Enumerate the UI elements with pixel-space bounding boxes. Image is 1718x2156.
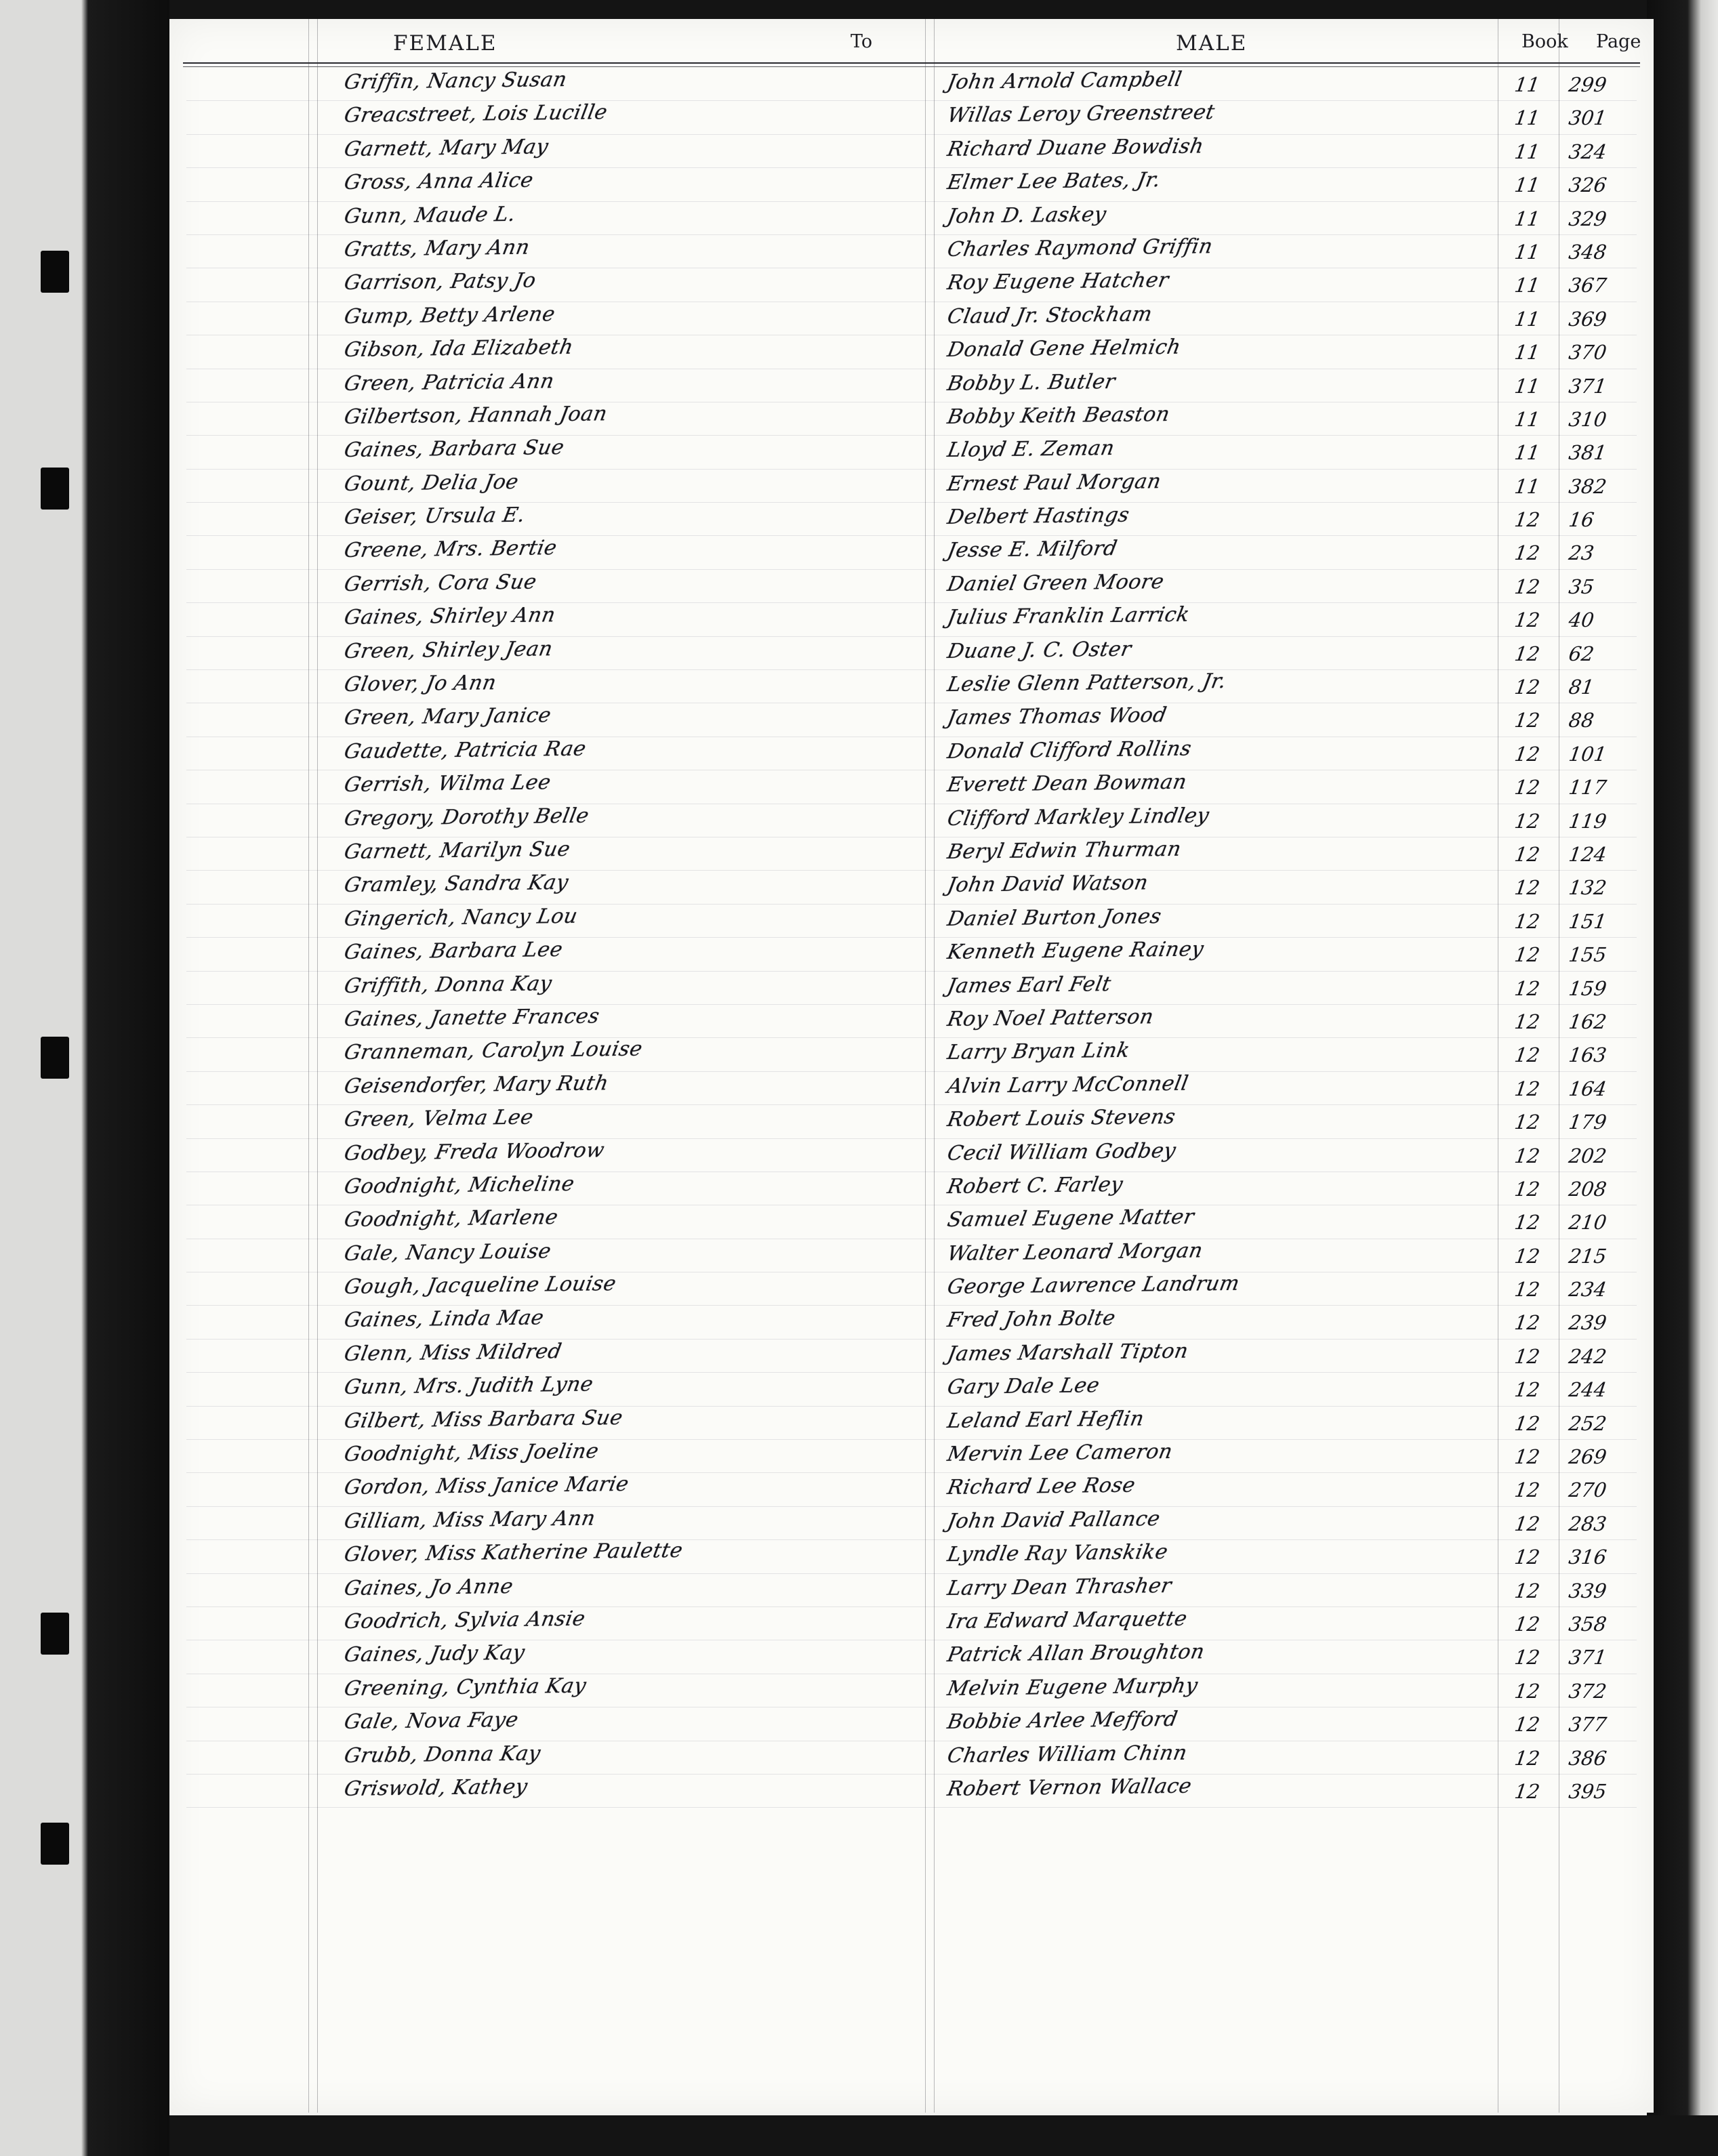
female-name: Gaines, Judy Kay bbox=[342, 1641, 527, 1667]
female-name: Gibson, Ida Elizabeth bbox=[342, 335, 575, 362]
table-row bbox=[169, 268, 1654, 302]
film-right-margin bbox=[1647, 0, 1718, 2156]
female-name: Gale, Nova Faye bbox=[342, 1708, 520, 1735]
male-name: Beryl Edwin Thurman bbox=[945, 837, 1183, 864]
header-page: Page bbox=[1596, 31, 1641, 52]
table-row bbox=[169, 302, 1654, 335]
female-name: Glover, Miss Katherine Paulette bbox=[342, 1539, 685, 1567]
male-name: Lloyd E. Zeman bbox=[945, 436, 1117, 463]
female-name: Griffith, Donna Kay bbox=[342, 971, 554, 998]
table-row bbox=[169, 570, 1654, 603]
female-name: Geiser, Ursula E. bbox=[342, 503, 527, 530]
male-name: Donald Clifford Rollins bbox=[945, 737, 1194, 764]
book-number: 12 bbox=[1513, 776, 1542, 800]
male-name: Alvin Larry McConnell bbox=[945, 1071, 1191, 1098]
header-divider bbox=[183, 62, 1640, 64]
male-name: Duane J. C. Oster bbox=[945, 637, 1134, 663]
page-number: 358 bbox=[1567, 1612, 1608, 1636]
table-row bbox=[169, 1038, 1654, 1071]
table-row bbox=[169, 1172, 1654, 1205]
female-name: Glover, Jo Ann bbox=[342, 671, 499, 697]
table-row bbox=[169, 1674, 1654, 1707]
female-name: Gross, Anna Alice bbox=[342, 168, 535, 195]
male-name: Claud Jr. Stockham bbox=[945, 302, 1155, 329]
book-number: 12 bbox=[1513, 1378, 1542, 1402]
row-ruling bbox=[186, 1807, 1637, 1808]
table-row bbox=[169, 1775, 1654, 1808]
table-row bbox=[169, 1105, 1654, 1138]
book-number: 11 bbox=[1513, 140, 1542, 163]
male-name: Bobby Keith Beaston bbox=[945, 402, 1172, 429]
male-name: Delbert Hastings bbox=[945, 503, 1132, 530]
table-row bbox=[169, 402, 1654, 436]
page-number: 372 bbox=[1567, 1679, 1608, 1703]
table-row bbox=[169, 1574, 1654, 1607]
male-name: Willas Leroy Greenstreet bbox=[945, 100, 1217, 128]
male-name: Robert Louis Stevens bbox=[945, 1105, 1178, 1132]
book-number: 12 bbox=[1513, 909, 1542, 933]
ledger-page bbox=[169, 19, 1654, 2113]
male-name: Patrick Allan Broughton bbox=[945, 1640, 1207, 1667]
table-row bbox=[169, 1640, 1654, 1674]
page-number: 326 bbox=[1567, 173, 1608, 197]
table-row bbox=[169, 536, 1654, 569]
page-number: 215 bbox=[1567, 1244, 1608, 1268]
page-number: 370 bbox=[1567, 341, 1608, 365]
table-row bbox=[169, 670, 1654, 703]
male-name: Roy Eugene Hatcher bbox=[945, 268, 1171, 295]
female-name: Goodrich, Sylvia Ansie bbox=[342, 1606, 588, 1634]
film-top-margin bbox=[169, 0, 1718, 20]
female-name: Goodnight, Marlene bbox=[342, 1205, 560, 1232]
page-number: 163 bbox=[1567, 1043, 1608, 1067]
book-number: 12 bbox=[1513, 1646, 1542, 1670]
page-number: 371 bbox=[1567, 374, 1608, 398]
book-number: 12 bbox=[1513, 809, 1542, 833]
female-name: Gount, Delia Joe bbox=[342, 470, 521, 496]
book-number: 12 bbox=[1513, 1211, 1542, 1235]
female-name: Garrison, Patsy Jo bbox=[342, 268, 538, 295]
table-row bbox=[169, 770, 1654, 804]
male-name: Julius Franklin Larrick bbox=[945, 602, 1192, 630]
table-row bbox=[169, 202, 1654, 235]
male-name: Clifford Markley Lindley bbox=[945, 803, 1212, 831]
table-row bbox=[169, 938, 1654, 971]
book-number: 11 bbox=[1513, 274, 1542, 297]
book-number: 12 bbox=[1513, 876, 1542, 900]
male-name: James Earl Felt bbox=[945, 972, 1113, 998]
header-book: Book bbox=[1521, 31, 1568, 52]
female-name: Glenn, Miss Mildred bbox=[342, 1339, 564, 1366]
female-name: Gilbert, Miss Barbara Sue bbox=[342, 1405, 625, 1433]
book-number: 12 bbox=[1513, 1411, 1542, 1435]
table-row bbox=[169, 1473, 1654, 1506]
book-number: 11 bbox=[1513, 374, 1542, 398]
female-name: Gaines, Shirley Ann bbox=[342, 603, 558, 630]
page-number: 283 bbox=[1567, 1512, 1608, 1535]
female-name: Gump, Betty Arlene bbox=[342, 302, 557, 329]
male-name: Bobbie Arlee Mefford bbox=[945, 1707, 1180, 1735]
film-bottom-margin bbox=[169, 2115, 1718, 2156]
female-name: Gingerich, Nancy Lou bbox=[342, 904, 580, 931]
female-name: Greene, Mrs. Bertie bbox=[342, 536, 559, 563]
female-name: Gaines, Jo Anne bbox=[342, 1574, 516, 1600]
film-sprocket-mark bbox=[41, 1823, 69, 1865]
book-number: 12 bbox=[1513, 1546, 1542, 1569]
male-name: Daniel Burton Jones bbox=[945, 904, 1164, 931]
film-sprocket-mark bbox=[41, 1037, 69, 1079]
table-row bbox=[169, 905, 1654, 938]
page-number: 132 bbox=[1567, 876, 1608, 900]
female-name: Gaines, Linda Mae bbox=[342, 1306, 546, 1333]
table-row bbox=[169, 1205, 1654, 1239]
page-number: 329 bbox=[1567, 207, 1608, 230]
table-row bbox=[169, 871, 1654, 904]
female-name: Green, Velma Lee bbox=[342, 1105, 535, 1132]
book-number: 12 bbox=[1513, 1010, 1542, 1033]
book-number: 12 bbox=[1513, 1779, 1542, 1803]
table-row bbox=[169, 1440, 1654, 1473]
page-number: 88 bbox=[1567, 709, 1596, 732]
table-row bbox=[169, 1340, 1654, 1373]
page-number: 239 bbox=[1567, 1311, 1608, 1335]
male-name: Cecil William Godbey bbox=[945, 1138, 1179, 1165]
page-number: 377 bbox=[1567, 1713, 1608, 1737]
page-number: 381 bbox=[1567, 441, 1608, 465]
page-number: 210 bbox=[1567, 1211, 1608, 1235]
female-name: Griswold, Kathey bbox=[342, 1775, 530, 1801]
page-number: 162 bbox=[1567, 1010, 1608, 1033]
page-number: 101 bbox=[1567, 742, 1608, 766]
book-number: 12 bbox=[1513, 1579, 1542, 1602]
page-number: 310 bbox=[1567, 407, 1608, 431]
female-name: Gaines, Barbara Sue bbox=[342, 436, 567, 463]
film-sprocket-mark bbox=[41, 1613, 69, 1655]
female-name: Gilbertson, Hannah Joan bbox=[342, 402, 609, 429]
female-name: Gregory, Dorothy Belle bbox=[342, 804, 592, 831]
book-number: 11 bbox=[1513, 474, 1542, 498]
table-row bbox=[169, 837, 1654, 871]
male-name: John David Watson bbox=[945, 871, 1150, 898]
female-name: Gerrish, Wilma Lee bbox=[342, 770, 553, 797]
male-name: Jesse E. Milford bbox=[945, 537, 1120, 563]
page-number: 40 bbox=[1567, 608, 1596, 632]
book-number: 12 bbox=[1513, 676, 1542, 699]
book-number: 11 bbox=[1513, 207, 1542, 230]
page-number: 386 bbox=[1567, 1746, 1608, 1770]
book-number: 12 bbox=[1513, 1746, 1542, 1770]
page-number: 159 bbox=[1567, 976, 1608, 1000]
female-name: Goodnight, Micheline bbox=[342, 1172, 577, 1199]
female-name: Green, Patricia Ann bbox=[342, 369, 556, 396]
book-number: 12 bbox=[1513, 709, 1542, 732]
book-number: 12 bbox=[1513, 1612, 1542, 1636]
page-number: 208 bbox=[1567, 1177, 1608, 1201]
page-number: 119 bbox=[1567, 809, 1608, 833]
male-name: Larry Dean Thrasher bbox=[945, 1573, 1174, 1600]
table-row bbox=[169, 168, 1654, 201]
female-name: Greacstreet, Lois Lucille bbox=[342, 100, 610, 128]
male-name: Elmer Lee Bates, Jr. bbox=[945, 168, 1163, 195]
table-row bbox=[169, 1005, 1654, 1038]
book-number: 12 bbox=[1513, 575, 1542, 598]
page-number: 62 bbox=[1567, 642, 1596, 665]
female-name: Geisendorfer, Mary Ruth bbox=[342, 1071, 611, 1098]
male-name: Walter Leonard Morgan bbox=[945, 1239, 1205, 1266]
female-name: Gunn, Mrs. Judith Lyne bbox=[342, 1372, 596, 1400]
header-female: FEMALE bbox=[393, 31, 497, 56]
page-number: 269 bbox=[1567, 1445, 1608, 1469]
book-number: 12 bbox=[1513, 976, 1542, 1000]
book-number: 12 bbox=[1513, 1111, 1542, 1134]
table-row bbox=[169, 1507, 1654, 1540]
table-row bbox=[169, 603, 1654, 636]
table-row bbox=[169, 1139, 1654, 1172]
male-name: Roy Noel Patterson bbox=[945, 1005, 1156, 1031]
book-number: 11 bbox=[1513, 173, 1542, 197]
female-name: Gough, Jacqueline Louise bbox=[342, 1272, 619, 1300]
male-name: Fred John Bolte bbox=[945, 1306, 1118, 1333]
table-row bbox=[169, 335, 1654, 369]
table-row bbox=[169, 135, 1654, 168]
book-number: 12 bbox=[1513, 1344, 1542, 1368]
film-left-margin bbox=[0, 0, 169, 2156]
female-name: Gerrish, Cora Sue bbox=[342, 570, 539, 596]
male-name: Donald Gene Helmich bbox=[945, 335, 1183, 362]
page-number: 301 bbox=[1567, 106, 1608, 130]
table-row bbox=[169, 1707, 1654, 1741]
male-name: Kenneth Eugene Rainey bbox=[945, 937, 1206, 965]
female-name: Gunn, Maude L. bbox=[342, 202, 518, 228]
table-row bbox=[169, 1607, 1654, 1640]
page-number: 242 bbox=[1567, 1344, 1608, 1368]
female-name: Gaudette, Patricia Rae bbox=[342, 737, 588, 764]
page-number: 316 bbox=[1567, 1546, 1608, 1569]
page-number: 382 bbox=[1567, 474, 1608, 498]
page-number: 164 bbox=[1567, 1077, 1608, 1100]
book-number: 12 bbox=[1513, 1445, 1542, 1469]
female-name: Gale, Nancy Louise bbox=[342, 1239, 554, 1266]
page-number: 179 bbox=[1567, 1111, 1608, 1134]
book-number: 12 bbox=[1513, 541, 1542, 565]
male-name: Melvin Eugene Murphy bbox=[945, 1674, 1200, 1701]
male-name: Leland Earl Heflin bbox=[945, 1407, 1147, 1433]
page-number: 117 bbox=[1567, 776, 1608, 800]
table-body bbox=[169, 68, 1654, 1808]
page-number: 324 bbox=[1567, 140, 1608, 163]
film-sprocket-mark bbox=[41, 468, 69, 510]
table-row bbox=[169, 1272, 1654, 1306]
table-row bbox=[169, 1239, 1654, 1272]
page-number: 244 bbox=[1567, 1378, 1608, 1402]
female-name: Garnett, Mary May bbox=[342, 135, 551, 161]
male-name: Robert C. Farley bbox=[945, 1172, 1125, 1199]
book-number: 12 bbox=[1513, 608, 1542, 632]
page-number: 202 bbox=[1567, 1144, 1608, 1167]
page-number: 348 bbox=[1567, 240, 1608, 264]
male-name: John David Pallance bbox=[945, 1506, 1162, 1533]
male-name: Samuel Eugene Matter bbox=[945, 1205, 1196, 1232]
male-name: Everett Dean Bowman bbox=[945, 770, 1189, 797]
page-number: 124 bbox=[1567, 842, 1608, 866]
female-name: Green, Shirley Jean bbox=[342, 636, 555, 663]
male-name: Richard Lee Rose bbox=[945, 1474, 1138, 1500]
table-row bbox=[169, 1407, 1654, 1440]
table-row bbox=[169, 503, 1654, 536]
female-name: Gordon, Miss Janice Marie bbox=[342, 1472, 631, 1500]
book-number: 11 bbox=[1513, 106, 1542, 130]
table-row bbox=[169, 436, 1654, 469]
female-name: Grubb, Donna Kay bbox=[342, 1741, 543, 1768]
male-name: James Marshall Tipton bbox=[945, 1339, 1191, 1366]
female-name: Griffin, Nancy Susan bbox=[342, 68, 569, 94]
male-name: Lyndle Ray Vanskike bbox=[945, 1540, 1170, 1567]
book-number: 12 bbox=[1513, 1244, 1542, 1268]
table-row bbox=[169, 1540, 1654, 1573]
book-number: 12 bbox=[1513, 1713, 1542, 1737]
male-name: George Lawrence Landrum bbox=[945, 1271, 1242, 1300]
female-name: Gilliam, Miss Mary Ann bbox=[342, 1506, 598, 1533]
male-name: Bobby L. Butler bbox=[945, 369, 1118, 396]
table-row bbox=[169, 1072, 1654, 1105]
table-row bbox=[169, 637, 1654, 670]
book-number: 12 bbox=[1513, 1144, 1542, 1167]
male-name: Larry Bryan Link bbox=[945, 1039, 1132, 1065]
book-number: 11 bbox=[1513, 240, 1542, 264]
page-number: 155 bbox=[1567, 943, 1608, 967]
page-number: 369 bbox=[1567, 307, 1608, 331]
male-name: Gary Dale Lee bbox=[945, 1373, 1102, 1400]
book-number: 12 bbox=[1513, 742, 1542, 766]
table-row bbox=[169, 101, 1654, 134]
page-number: 23 bbox=[1567, 541, 1596, 565]
table-row bbox=[169, 235, 1654, 268]
header-to: To bbox=[851, 31, 873, 52]
page-number: 371 bbox=[1567, 1646, 1608, 1670]
header-divider2 bbox=[183, 66, 1640, 67]
book-number: 12 bbox=[1513, 1679, 1542, 1703]
book-number: 11 bbox=[1513, 341, 1542, 365]
book-number: 12 bbox=[1513, 842, 1542, 866]
male-name: Robert Vernon Wallace bbox=[945, 1774, 1194, 1801]
table-row bbox=[169, 804, 1654, 837]
male-name: Mervin Lee Cameron bbox=[945, 1439, 1175, 1467]
page-number: 252 bbox=[1567, 1411, 1608, 1435]
female-name: Godbey, Freda Woodrow bbox=[342, 1138, 607, 1165]
table-row bbox=[169, 1306, 1654, 1339]
table-header bbox=[169, 24, 1654, 60]
page-number: 339 bbox=[1567, 1579, 1608, 1602]
table-row bbox=[169, 1741, 1654, 1775]
page-number: 151 bbox=[1567, 909, 1608, 933]
book-number: 12 bbox=[1513, 1177, 1542, 1201]
table-row bbox=[169, 1373, 1654, 1406]
page-number: 395 bbox=[1567, 1779, 1608, 1803]
male-name: Ira Edward Marquette bbox=[945, 1606, 1189, 1634]
male-name: James Thomas Wood bbox=[945, 703, 1169, 730]
male-name: Charles Raymond Griffin bbox=[945, 234, 1215, 262]
film-sprocket-mark bbox=[41, 251, 69, 293]
book-number: 12 bbox=[1513, 1478, 1542, 1502]
male-name: Charles William Chinn bbox=[945, 1741, 1189, 1768]
book-number: 11 bbox=[1513, 307, 1542, 331]
male-name: Ernest Paul Morgan bbox=[945, 469, 1164, 496]
book-number: 12 bbox=[1513, 943, 1542, 967]
table-row bbox=[169, 470, 1654, 503]
header-male: MALE bbox=[1176, 31, 1248, 56]
page-number: 16 bbox=[1567, 508, 1596, 532]
female-name: Gramley, Sandra Kay bbox=[342, 871, 571, 898]
page-number: 234 bbox=[1567, 1278, 1608, 1302]
book-number: 11 bbox=[1513, 73, 1542, 96]
male-name: Leslie Glenn Patterson, Jr. bbox=[945, 669, 1229, 697]
page-number: 367 bbox=[1567, 274, 1608, 297]
page-number: 81 bbox=[1567, 676, 1596, 699]
book-number: 12 bbox=[1513, 1311, 1542, 1335]
table-row bbox=[169, 972, 1654, 1005]
book-number: 12 bbox=[1513, 1043, 1542, 1067]
female-name: Greening, Cynthia Kay bbox=[342, 1674, 588, 1701]
book-number: 12 bbox=[1513, 1512, 1542, 1535]
book-number: 11 bbox=[1513, 441, 1542, 465]
book-number: 12 bbox=[1513, 642, 1542, 665]
table-row bbox=[169, 737, 1654, 770]
table-row bbox=[169, 703, 1654, 737]
book-number: 12 bbox=[1513, 1278, 1542, 1302]
book-number: 12 bbox=[1513, 1077, 1542, 1100]
female-name: Green, Mary Janice bbox=[342, 703, 554, 730]
male-name: John Arnold Campbell bbox=[945, 67, 1184, 94]
female-name: Gaines, Janette Frances bbox=[342, 1004, 602, 1031]
female-name: Gratts, Mary Ann bbox=[342, 235, 532, 262]
book-number: 12 bbox=[1513, 508, 1542, 532]
table-row bbox=[169, 369, 1654, 402]
female-name: Goodnight, Miss Joeline bbox=[342, 1439, 601, 1467]
page-number: 270 bbox=[1567, 1478, 1608, 1502]
male-name: John D. Laskey bbox=[945, 202, 1109, 228]
female-name: Gaines, Barbara Lee bbox=[342, 938, 565, 965]
female-name: Granneman, Carolyn Louise bbox=[342, 1037, 645, 1065]
page-number: 299 bbox=[1567, 73, 1608, 96]
female-name: Garnett, Marilyn Sue bbox=[342, 837, 573, 864]
book-number: 11 bbox=[1513, 407, 1542, 431]
table-row bbox=[169, 68, 1654, 101]
page-number: 35 bbox=[1567, 575, 1596, 598]
male-name: Daniel Green Moore bbox=[945, 569, 1166, 596]
male-name: Richard Duane Bowdish bbox=[945, 134, 1206, 161]
